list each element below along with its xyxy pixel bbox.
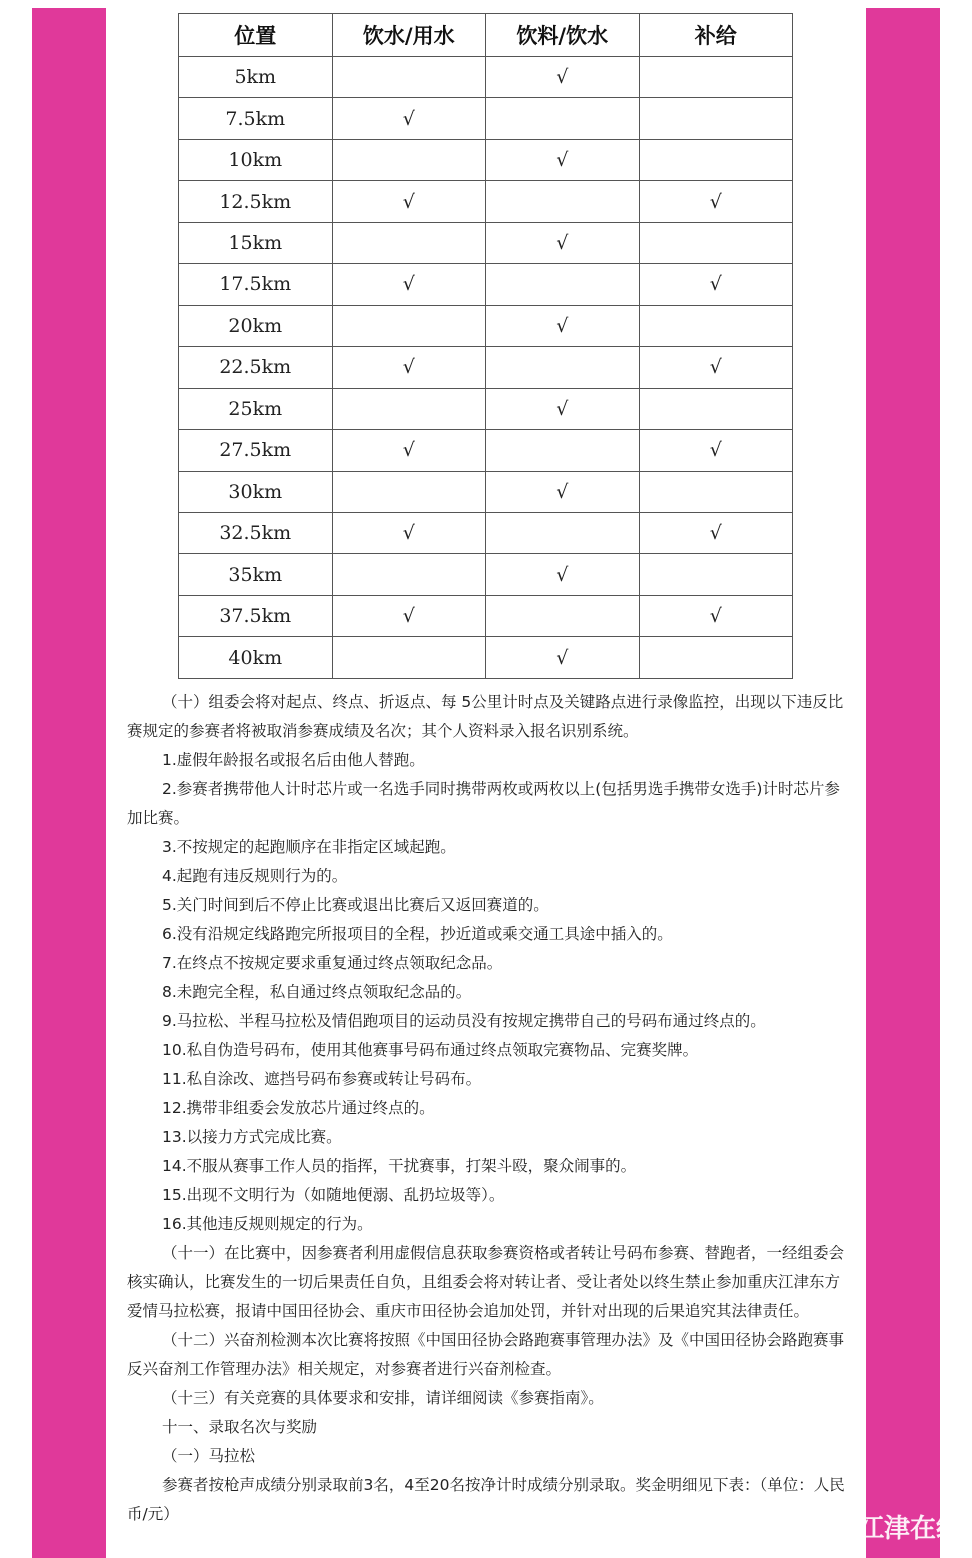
cell-supply-check [639,637,793,679]
paragraph: 12.携带非组委会发放芯片通过终点的。 [162,1099,435,1117]
paragraph: 3.不按规定的起跑顺序在非指定区域起跑。 [162,838,456,856]
cell-drinks-check [486,512,640,553]
table-body [179,57,793,679]
cell-drinks-check [486,347,640,388]
cell-water-check: √ [332,595,486,636]
table-row [179,264,793,305]
cell-supply-check [639,471,793,512]
paragraph: 10.私自伪造号码布，使用其他赛事号码布通过终点领取完赛物品、完赛奖牌。 [162,1041,699,1059]
station-location: 7.5km [179,98,333,139]
paragraph: （十）组委会将对起点、终点、折返点、每 5公里计时点及关键路点进行录像监控，出现以下违反比赛规定的参赛者将被取消参赛成绩及名次；其个人资料录入报名识别系统。 [127,693,844,740]
cell-supply-check: √ [639,430,793,471]
station-location: 40km [179,637,333,679]
cell-supply-check [639,57,793,98]
cell-water-check: √ [332,98,486,139]
cell-water-check [332,388,486,429]
cell-water-check [332,139,486,180]
station-location: 35km [179,554,333,595]
cell-supply-check [639,388,793,429]
station-location: 37.5km [179,595,333,636]
cell-water-check [332,57,486,98]
cell-water-check: √ [332,181,486,222]
paragraph: 11.私自涂改、遮挡号码布参赛或转让号码布。 [162,1070,482,1088]
cell-drinks-check: √ [486,222,640,263]
header-water: 饮水/用水 [332,14,486,57]
left-magenta-border [32,8,106,1558]
table-row [179,139,793,180]
table-row [179,388,793,429]
station-location: 30km [179,471,333,512]
table-row [179,430,793,471]
cell-water-check: √ [332,512,486,553]
station-location: 10km [179,139,333,180]
table-row [179,222,793,263]
table-row [179,305,793,346]
cell-drinks-check: √ [486,637,640,679]
cell-water-check: √ [332,347,486,388]
cell-supply-check [639,98,793,139]
cell-drinks-check: √ [486,305,640,346]
station-location: 17.5km [179,264,333,305]
right-magenta-border [866,8,940,1558]
table-row [179,637,793,679]
paragraph: 6.没有沿规定线路跑完所报项目的全程，抄近道或乘交通工具途中插入的。 [162,925,673,943]
cell-supply-check: √ [639,347,793,388]
table-row [179,57,793,98]
cell-water-check [332,222,486,263]
table-row [179,595,793,636]
cell-drinks-check [486,264,640,305]
cell-drinks-check [486,595,640,636]
table-row [179,347,793,388]
table-row [179,98,793,139]
cell-water-check [332,305,486,346]
paragraph: 16.其他违反规则规定的行为。 [162,1215,373,1233]
table-row [179,512,793,553]
cell-drinks-check: √ [486,388,640,429]
cell-supply-check: √ [639,264,793,305]
paragraph: 13.以接力方式完成比赛。 [162,1128,342,1146]
paragraph: 8.未跑完全程，私自通过终点领取纪念品的。 [162,983,472,1001]
paragraph: 15.出现不文明行为（如随地便溺、乱扔垃圾等）。 [162,1186,505,1204]
cell-water-check: √ [332,264,486,305]
header-location: 位置 [179,14,333,57]
station-location: 32.5km [179,512,333,553]
paragraph: （十二）兴奋剂检测本次比赛将按照《中国田径协会路跑赛事管理办法》及《中国田径协会路跑赛事反兴奋剂工作管理办法》相关规定，对参赛者进行兴奋剂检查。 [127,1331,845,1378]
paragraph: 9.马拉松、半程马拉松及情侣跑项目的运动员没有按规定携带自己的号码布通过终点的。 [162,1012,766,1030]
cell-supply-check [639,305,793,346]
header-supply: 补给 [639,14,793,57]
paragraph: 4.起跑有违反规则行为的。 [162,867,348,885]
cell-supply-check: √ [639,181,793,222]
cell-supply-check [639,139,793,180]
cell-drinks-check [486,430,640,471]
water-station-table [178,13,793,679]
cell-drinks-check [486,181,640,222]
station-location: 27.5km [179,430,333,471]
table-row [179,471,793,512]
table-row [179,181,793,222]
header-drinks: 饮料/饮水 [486,14,640,57]
paragraph: 十一、录取名次与奖励 [162,1418,318,1436]
cell-supply-check: √ [639,595,793,636]
cell-drinks-check: √ [486,554,640,595]
paragraph: 7.在终点不按规定要求重复通过终点领取纪念品。 [162,954,503,972]
cell-supply-check [639,554,793,595]
table-row [179,554,793,595]
paragraph: （一）马拉松 [162,1447,256,1465]
paragraph: 参赛者按枪声成绩分别录取前3名，4至20名按净计时成绩分别录取。奖金明细见下表：（单位：人民币/元） [127,1476,845,1523]
cell-drinks-check: √ [486,57,640,98]
cell-water-check [332,554,486,595]
watermark: 江津在线 [858,1514,963,1544]
station-location: 25km [179,388,333,429]
cell-water-check: √ [332,430,486,471]
cell-supply-check: √ [639,512,793,553]
paragraph: （十三）有关竞赛的具体要求和安排，请详细阅读《参赛指南》。 [162,1389,604,1407]
paragraph: （十一）在比赛中，因参赛者利用虚假信息获取参赛资格或者转让号码布参赛、替跑者，一经组委会核实确认，比赛发生的一切后果责任自负，且组委会将对转让者、受让者处以终生禁止参加重庆江津东方爱情马拉松赛，报请中国田径协会、重庆市田径协会追加处罚，并针对出现的后果追究其法律责任。 [127,1244,845,1320]
rules-text [127,688,849,1529]
paragraph: 5.关门时间到后不停止比赛或退出比赛后又返回赛道的。 [162,896,549,914]
cell-water-check [332,637,486,679]
station-location: 20km [179,305,333,346]
paragraph: 2.参赛者携带他人计时芯片或一名选手同时携带两枚或两枚以上(包括男选手携带女选手)计时芯片参加比赛。 [127,780,840,827]
cell-drinks-check [486,98,640,139]
table-header-row [179,14,793,57]
paragraph: 1.虚假年龄报名或报名后由他人替跑。 [162,751,425,769]
station-location: 5km [179,57,333,98]
cell-supply-check [639,222,793,263]
station-location: 15km [179,222,333,263]
cell-drinks-check: √ [486,139,640,180]
cell-drinks-check: √ [486,471,640,512]
station-location: 12.5km [179,181,333,222]
cell-water-check [332,471,486,512]
station-location: 22.5km [179,347,333,388]
paragraph: 14.不服从赛事工作人员的指挥，干扰赛事，打架斗殴，聚众闹事的。 [162,1157,637,1175]
